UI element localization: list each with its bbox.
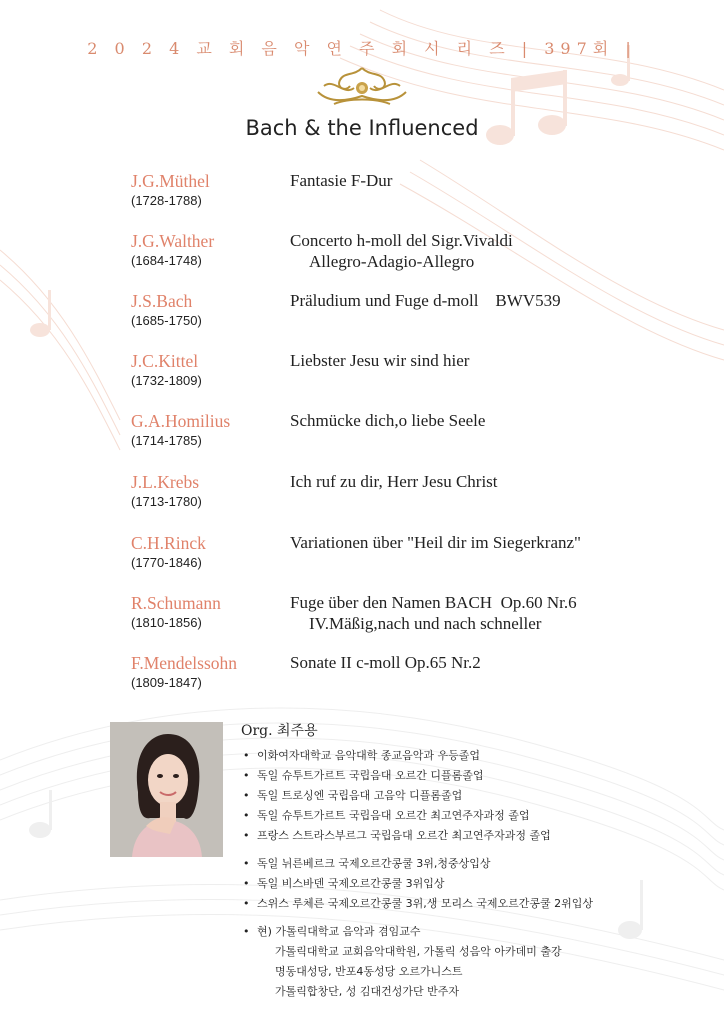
bio-item: • 현) 가톨릭대학교 음악과 겸임교수 [243,922,703,942]
bio-item: • 독일 뉘른베르크 국제오르간콩쿨 3위,청중상입상 [243,854,703,874]
bullet-icon: • [243,769,250,782]
work-title: Variationen über "Heil dir im Siegerkranz" [290,533,581,552]
bio-item: • 독일 슈투트가르트 국립음대 오르간 디플롬졸업 [243,766,703,786]
performer-biography [243,746,703,1002]
bullet-icon: • [243,809,250,822]
composer-name: J.S.Bach [131,291,193,311]
bullet-icon: • [243,925,250,938]
composer-name: R.Schumann [131,593,221,613]
series-heading: 2 0 2 4 교 회 음 악 연 주 회 시 리 즈 | 397회 | [87,39,637,58]
composer-dates: (1713-1780) [131,494,202,509]
work-movements: IV.Mäßig,nach und nach schneller [309,614,542,633]
work-title: Sonate II c-moll Op.65 Nr.2 [290,653,481,672]
bullet-icon: • [243,897,250,910]
composer-name: J.C.Kittel [131,351,199,371]
work-title: Fuge über den Namen BACH Op.60 Nr.6 [290,593,577,612]
composer-name: C.H.Rinck [131,533,206,553]
work-title: Schmücke dich,o liebe Seele [290,411,486,430]
bio-item: • 스위스 루체른 국제오르간콩쿨 3위,생 모리스 국제오르간콩쿨 2위입상 [243,894,703,914]
composer-name: J.G.Walther [131,231,215,251]
bio-item: • 독일 슈투트가르트 국립음대 오르간 최고연주자과정 졸업 [243,806,703,826]
bio-item: • 프랑스 스트라스부르그 국립음대 오르간 최고연주자과정 졸업 [243,826,703,846]
composer-dates: (1714-1785) [131,433,202,448]
bullet-icon: • [243,829,250,842]
composer-name: J.L.Krebs [131,472,200,492]
bullet-icon: • [243,877,250,890]
program-item [0,351,724,411]
bio-item: 가톨릭대학교 교회음악대학원, 가톨릭 성음악 아카데미 출강 [275,945,562,958]
composer-dates: (1810-1856) [131,615,202,630]
performer-photo [110,722,223,857]
composer-dates: (1809-1847) [131,675,202,690]
program-item [0,411,724,471]
program-item [0,291,724,351]
bio-item: • 독일 트로싱엔 국립음대 고음악 디플롬졸업 [243,786,703,806]
bullet-icon: • [243,789,250,802]
program-item [0,472,724,532]
bio-item: 가톨릭합창단, 성 김대건성가단 반주자 [275,985,460,998]
bullet-icon: • [243,749,250,762]
gold-scroll-ornament-icon [314,62,410,110]
composer-name: J.G.Müthel [131,171,210,191]
work-title: Präludium und Fuge d-moll BWV539 [290,291,561,310]
composer-dates: (1728-1788) [131,193,202,208]
program-item [0,653,724,713]
performer-name: Org. 최주용 [241,723,318,739]
work-title: Concerto h-moll del Sigr.Vivaldi [290,231,513,250]
composer-dates: (1684-1748) [131,253,202,268]
bio-item: 명동대성당, 반포4동성당 오르가니스트 [275,965,463,978]
composer-dates: (1685-1750) [131,313,202,328]
composer-dates: (1770-1846) [131,555,202,570]
program-title: Bach & the Influenced [245,116,479,140]
composer-dates: (1732-1809) [131,373,202,388]
composer-name: F.Mendelssohn [131,653,238,673]
work-title: Ich ruf zu dir, Herr Jesu Christ [290,472,498,491]
program-item [0,593,724,653]
work-title: Fantasie F-Dur [290,171,393,190]
work-movements: Allegro-Adagio-Allegro [309,252,475,271]
composer-name: G.A.Homilius [131,411,231,431]
program-item [0,533,724,593]
program-item [0,231,724,291]
program-item [0,171,724,231]
bullet-icon: • [243,857,250,870]
work-title: Liebster Jesu wir sind hier [290,351,470,370]
bio-item: • 독일 비스바덴 국제오르간콩쿨 3위입상 [243,874,703,894]
bio-item: • 이화여자대학교 음악대학 종교음악과 우등졸업 [243,746,703,766]
